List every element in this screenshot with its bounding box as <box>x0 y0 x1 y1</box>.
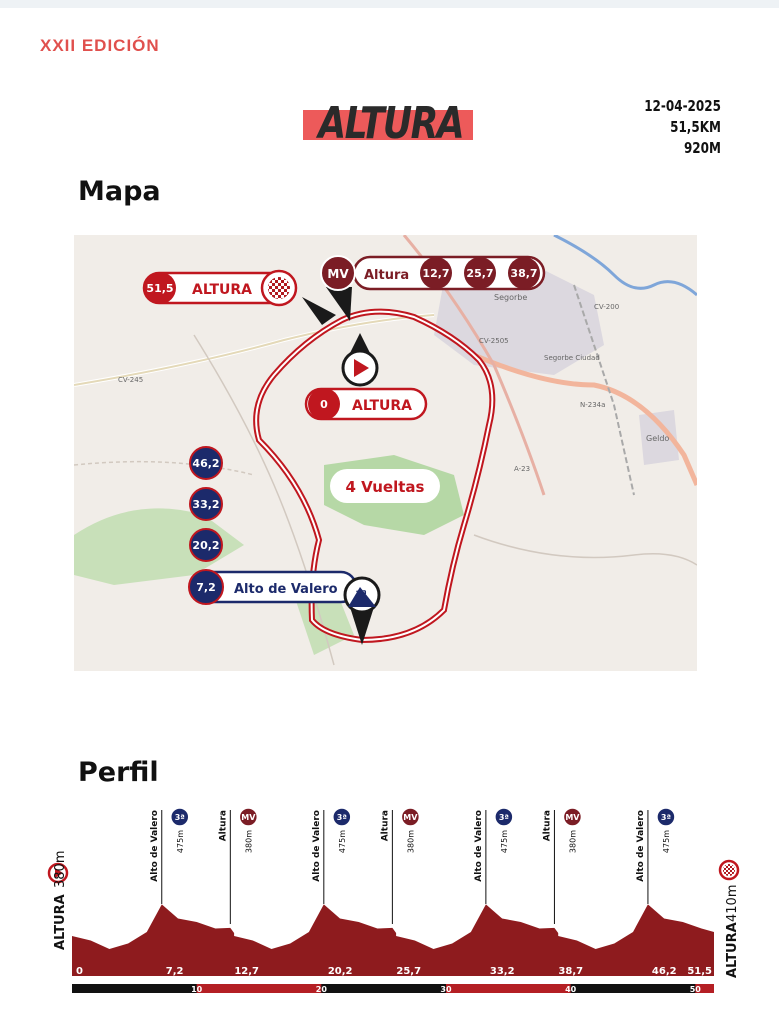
marker-altitude: 380m <box>406 830 416 854</box>
profile-km-label: 7,2 <box>165 966 184 977</box>
marker-name: Alto de Valero <box>473 810 484 882</box>
scale-segment <box>72 984 197 993</box>
sprint-km: 38,7 <box>510 267 538 280</box>
distance-scale <box>72 984 714 994</box>
marker-badge-label: 3ª <box>660 813 671 822</box>
map-place-label: CV-245 <box>118 376 144 384</box>
map-place-label: A-23 <box>514 465 531 473</box>
marker-name: Alto de Valero <box>635 810 646 882</box>
profile-km-label: 12,7 <box>234 966 260 977</box>
profile-km-label: 46,2 <box>651 966 677 977</box>
profile-finish-label: ALTURA <box>725 922 740 978</box>
scale-tick-label: 40 <box>565 985 577 994</box>
marker-badge-label: MV <box>565 813 580 822</box>
start-km: 0 <box>320 398 328 411</box>
top-bar <box>0 0 779 8</box>
map-place-label: Segorbe <box>494 293 528 302</box>
climb-km: 20,2 <box>192 539 220 552</box>
map-place-label: Segorbe Ciudad <box>544 354 600 362</box>
laps-text: 4 Vueltas <box>345 478 425 496</box>
profile-heading: Perfil <box>78 757 159 788</box>
scale-tick-label: 30 <box>440 985 452 994</box>
profile-km-label: 0 <box>76 966 83 977</box>
climb-name: Alto de Valero <box>234 582 338 597</box>
race-distance: 51,5KM <box>670 118 721 136</box>
elevation-profile[interactable] <box>44 800 764 1000</box>
finish-name: ALTURA <box>192 282 252 298</box>
map-place-label: CV-2505 <box>479 337 509 345</box>
race-elevation: 920M <box>684 139 721 157</box>
profile-km-label: 25,7 <box>396 966 422 977</box>
scale-tick-label: 50 <box>689 985 701 994</box>
marker-name: Alto de Valero <box>311 810 322 882</box>
sprint-km: 12,7 <box>422 267 450 280</box>
climb-km: 7,2 <box>196 581 216 594</box>
finish-km: 51,5 <box>146 282 174 295</box>
marker-name: Altura <box>380 810 391 842</box>
marker-badge-label: MV <box>403 813 418 822</box>
race-date: 12-04-2025 <box>644 97 721 115</box>
edition-label: XXII EDICIÓN <box>40 36 160 55</box>
marker-name: Alto de Valero <box>149 810 160 882</box>
profile-km-label: 33,2 <box>489 966 515 977</box>
marker-name: Altura <box>218 810 229 842</box>
profile-km-label: 20,2 <box>327 966 353 977</box>
climb-category: 3ª <box>355 590 367 600</box>
sprint-km: 25,7 <box>466 267 494 280</box>
page-title: ALTURA <box>318 98 464 149</box>
marker-badge-label: 3ª <box>174 813 185 822</box>
checkered-flag-pattern <box>268 277 290 299</box>
sprint-badge-label: MV <box>327 267 349 281</box>
profile-km-label: 38,7 <box>558 966 584 977</box>
marker-altitude: 475m <box>337 830 347 854</box>
laps-label <box>330 469 440 503</box>
race-stats <box>644 96 721 159</box>
climb-km: 46,2 <box>192 457 220 470</box>
marker-name: Altura <box>542 810 553 842</box>
map-place-label: N-234a <box>580 401 606 409</box>
marker-badge-label: MV <box>241 813 256 822</box>
profile-start-alt: 380m <box>53 850 68 888</box>
profile-finish-alt: 410m <box>725 884 740 922</box>
scale-tick-label: 10 <box>191 985 203 994</box>
checkered-flag-pattern <box>723 864 735 876</box>
marker-badge-label: 3ª <box>498 813 509 822</box>
profile-km-label: 51,5 <box>687 966 712 977</box>
route-map[interactable] <box>74 235 697 671</box>
marker-altitude: 475m <box>661 830 671 854</box>
profile-start-label: ALTURA <box>53 894 68 950</box>
profile-start <box>49 851 68 950</box>
title-block <box>303 98 473 150</box>
marker-altitude: 475m <box>499 830 509 854</box>
profile-finish <box>720 861 740 978</box>
map-place-label: CV-200 <box>594 303 620 311</box>
scale-tick-label: 20 <box>315 985 327 994</box>
marker-altitude: 475m <box>175 830 185 854</box>
scale-segment <box>571 984 696 993</box>
marker-altitude: 380m <box>568 830 578 854</box>
marker-badge-label: 3ª <box>336 813 347 822</box>
map-place-label: Geldo <box>646 434 670 443</box>
scale-segment <box>321 984 446 993</box>
marker-altitude: 380m <box>244 830 254 854</box>
map-heading: Mapa <box>78 176 161 207</box>
profile-markers <box>150 808 675 924</box>
climb-km: 33,2 <box>192 498 220 511</box>
sprint-name: Altura <box>364 268 410 283</box>
start-name: ALTURA <box>352 398 412 414</box>
